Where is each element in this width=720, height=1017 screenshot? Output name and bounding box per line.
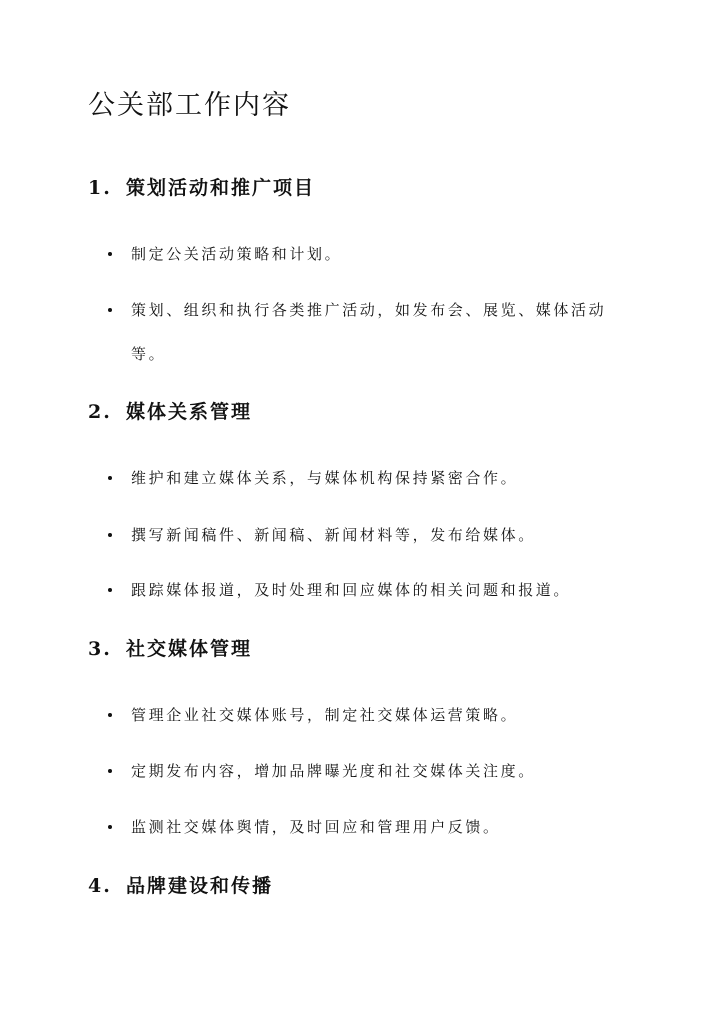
list-item — [108, 456, 628, 500]
page-title: 公关部工作内容 — [88, 90, 291, 121]
list-item-text: 撰写新闻稿件、新闻稿、新闻材料等，发布给媒体。 — [131, 526, 536, 544]
list-item — [108, 749, 628, 793]
list-item — [108, 568, 628, 612]
list-item — [108, 513, 628, 557]
section-title-3: 社交媒体管理 — [126, 638, 253, 660]
section-number-3: 3. — [88, 638, 112, 660]
list-item-text: 跟踪媒体报道，及时处理和回应媒体的相关问题和报道。 — [131, 581, 572, 599]
bullet-dot-icon — [108, 252, 112, 256]
section-heading-3 — [88, 635, 252, 663]
section-number-2: 2. — [88, 401, 112, 423]
bullet-dot-icon — [108, 825, 112, 829]
bullet-dot-icon — [108, 308, 112, 312]
bullet-dot-icon — [108, 713, 112, 717]
list-item — [108, 288, 628, 376]
list-item — [108, 232, 628, 276]
bullet-dot-icon — [108, 769, 112, 773]
bullet-dot-icon — [108, 533, 112, 537]
list-item-text: 管理企业社交媒体账号，制定社交媒体运营策略。 — [131, 706, 519, 724]
list-item — [108, 805, 628, 849]
list-item-text: 策划、组织和执行各类推广活动，如发布会、展览、媒体活动等。 — [131, 301, 607, 363]
bullet-dot-icon — [108, 588, 112, 592]
list-item-text: 监测社交媒体舆情，及时回应和管理用户反馈。 — [131, 818, 501, 836]
list-item — [108, 693, 628, 737]
section-number-1: 1. — [88, 177, 112, 199]
bullet-dot-icon — [108, 476, 112, 480]
section-heading-4 — [88, 872, 273, 900]
list-item-text: 定期发布内容，增加品牌曝光度和社交媒体关注度。 — [131, 762, 536, 780]
section-title-4: 品牌建设和传播 — [126, 875, 274, 897]
list-item-text: 维护和建立媒体关系，与媒体机构保持紧密合作。 — [131, 469, 519, 487]
section-title-1: 策划活动和推广项目 — [126, 177, 316, 199]
section-heading-2 — [88, 398, 252, 426]
section-heading-1 — [88, 174, 315, 202]
list-item-text: 制定公关活动策略和计划。 — [131, 245, 343, 263]
section-number-4: 4. — [88, 875, 112, 897]
section-title-2: 媒体关系管理 — [126, 401, 253, 423]
